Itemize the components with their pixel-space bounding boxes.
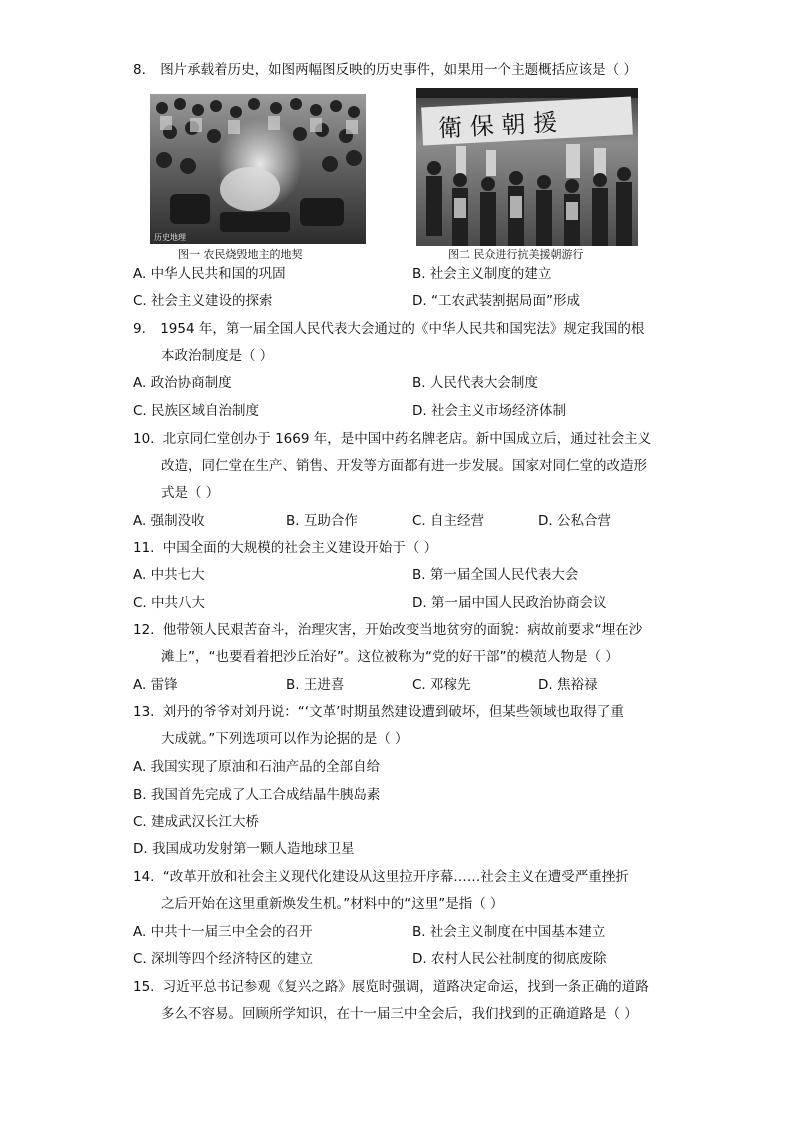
- q9-option-d[interactable]: D. 社会主义市场经济体制: [412, 403, 566, 419]
- q11-option-c[interactable]: C. 中共八大: [133, 595, 206, 611]
- q9-number: 9.: [133, 321, 146, 337]
- q13-option-b[interactable]: B. 我国首先完成了人工合成结晶牛胰岛素: [133, 787, 381, 803]
- q12-option-d[interactable]: D. 焦裕禄: [538, 677, 598, 693]
- q14-option-b[interactable]: B. 社会主义制度在中国基本建立: [412, 924, 606, 940]
- q12-stem-text-1: 他带领人民艰苦奋斗，治理灾害，开始改变当地贫穷的面貌：病故前要求“埋在沙: [162, 622, 643, 638]
- q10-stem-line3: 式是（ ）: [161, 485, 220, 501]
- q10-option-c[interactable]: C. 自主经营: [412, 513, 485, 529]
- q15-stem-line1: [133, 978, 649, 996]
- q14-option-d[interactable]: D. 农村人民公社制度的彻底废除: [412, 951, 607, 967]
- q9-option-c[interactable]: C. 民族区域自治制度: [133, 403, 260, 419]
- figure-2-caption: 图二 民众进行抗美援朝游行: [448, 248, 584, 261]
- q8-option-c[interactable]: C. 社会主义建设的探索: [133, 293, 273, 309]
- q12-number: 12.: [133, 622, 155, 638]
- figure-2-image: [416, 88, 638, 246]
- figure-1-caption: 图一 农民烧毁地主的地契: [178, 248, 303, 261]
- q9-stem-line2: 本政治制度是（ ）: [161, 348, 274, 364]
- q14-stem-line2: 之后开始在这里重新焕发生机。”材料中的“这里”是指（ ）: [161, 896, 504, 912]
- q15-stem-text-1: 习近平总书记参观《复兴之路》展览时强调，道路决定命运，找到一条正确的道路: [162, 979, 649, 995]
- q10-stem-text-1: 北京同仁堂创办于 1669 年，是中国中药名牌老店。新中国成立后，通过社会主义: [162, 431, 652, 447]
- q10-stem-line2: 改造，同仁堂在生产、销售、开发等方面都有进一步发展。国家对同仁堂的改造形: [161, 458, 647, 474]
- q12-option-b[interactable]: B. 王进喜: [286, 677, 345, 693]
- q14-option-c[interactable]: C. 深圳等四个经济特区的建立: [133, 951, 314, 967]
- q11-number: 11.: [133, 540, 155, 556]
- q10-stem-line1: [133, 430, 651, 448]
- q9-stem-line1: [133, 320, 644, 338]
- q9-option-b[interactable]: B. 人民代表大会制度: [412, 375, 538, 391]
- q10-option-d[interactable]: D. 公私合营: [538, 513, 611, 529]
- q11-option-a[interactable]: A. 中共七大: [133, 567, 205, 583]
- q8-option-a[interactable]: A. 中华人民共和国的巩固: [133, 266, 286, 282]
- q13-number: 13.: [133, 704, 155, 720]
- q8-stem: [133, 61, 637, 79]
- q10-option-a[interactable]: A. 强制没收: [133, 513, 205, 529]
- q13-option-c[interactable]: C. 建成武汉长江大桥: [133, 814, 260, 830]
- q13-option-d[interactable]: D. 我国成功发射第一颗人造地球卫星: [133, 841, 355, 857]
- q12-stem-line1: [133, 621, 642, 639]
- q15-stem-line2: 多么不容易。回顾所学知识，在十一届三中全会后，我们找到的正确道路是（ ）: [161, 1006, 638, 1022]
- q12-option-c[interactable]: C. 邓稼先: [412, 677, 471, 693]
- q14-option-a[interactable]: A. 中共十一届三中全会的召开: [133, 924, 313, 940]
- q8-number: 8.: [133, 62, 146, 78]
- figure-2-photo: [416, 88, 638, 246]
- q13-stem-line2: 大成就。”下列选项可以作为论据的是（ ）: [161, 731, 409, 747]
- q9-stem-text-1: 1954 年，第一届全国人民代表大会通过的《中华人民共和国宪法》规定我国的根: [160, 321, 645, 337]
- q11-option-d[interactable]: D. 第一届中国人民政治协商会议: [412, 595, 607, 611]
- q11-stem-text: 中国全面的大规模的社会主义建设开始于（ ）: [162, 540, 438, 556]
- q12-stem-line2: 滩上”，“也要看着把沙丘治好”。这位被称为“党的好干部”的模范人物是（ ）: [161, 649, 619, 665]
- q10-option-b[interactable]: B. 互助合作: [286, 513, 358, 529]
- q8-option-b[interactable]: B. 社会主义制度的建立: [412, 266, 552, 282]
- q15-number: 15.: [133, 979, 155, 995]
- figure-1-watermark: 历史地理: [154, 233, 186, 242]
- figure-1-photo: [150, 94, 366, 244]
- q14-number: 14.: [133, 869, 155, 885]
- q13-stem-line1: [133, 703, 624, 721]
- figure-1-image: [150, 94, 366, 244]
- q13-stem-text-1: 刘丹的爷爷对刘丹说：“‘文革’时期虽然建设遭到破坏，但某些领域也取得了重: [162, 704, 624, 720]
- q8-option-d[interactable]: D. “工农武装割据局面”形成: [412, 293, 580, 309]
- figure-2-banner: 衛 保 朝 援: [437, 108, 558, 143]
- q10-number: 10.: [133, 431, 155, 447]
- q14-stem-text-1: “改革开放和社会主义现代化建设从这里拉开序幕……社会主义在遭受严重挫折: [162, 869, 629, 885]
- q11-stem: [133, 539, 437, 557]
- q14-stem-line1: [133, 868, 629, 886]
- q13-option-a[interactable]: A. 我国实现了原油和石油产品的全部自给: [133, 759, 381, 775]
- q12-option-a[interactable]: A. 雷锋: [133, 677, 178, 693]
- q11-option-b[interactable]: B. 第一届全国人民代表大会: [412, 567, 579, 583]
- q9-option-a[interactable]: A. 政治协商制度: [133, 375, 232, 391]
- q8-stem-text: 图片承载着历史，如图两幅图反映的历史事件，如果用一个主题概括应该是（ ）: [160, 62, 637, 78]
